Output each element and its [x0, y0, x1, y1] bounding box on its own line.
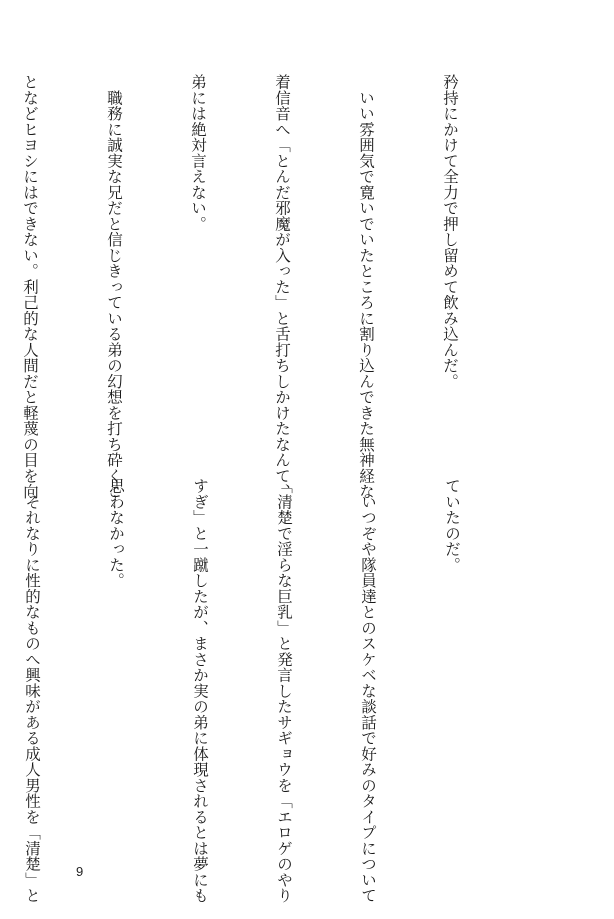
text-line: 「清楚で淫らな巨乳」と発言したサギョウを「エロゲのやり — [275, 478, 293, 904]
page-number: 9 — [76, 864, 84, 879]
text-line: 矜持にかけて全力で押し留めて飲み込んだ。 — [441, 74, 459, 389]
text-line: 着信音へ「とんだ邪魔が入った」と舌打ちしかけたなんて、 — [273, 74, 291, 500]
text-line: いつぞや隊員達とのスケベな談話で好みのタイプについて — [359, 478, 377, 904]
text-line: いい雰囲気で寛いでいたところに割り込んできた無神経な — [357, 74, 375, 500]
text-line: ていたのだ。 — [443, 478, 461, 573]
text-line: 思わなかった。 — [107, 478, 125, 589]
text-line: となどヒヨシにはできない。利己的な人間だと軽蔑の目を向 — [21, 74, 39, 500]
text-line: すぎ」と一蹴したが、まさか実の弟に体現されるとは夢にも — [191, 478, 209, 904]
lower-text-block — [23, 478, 522, 904]
text-line: それなりに性的なものへ興味がある成人男性を「清楚」と — [23, 478, 41, 904]
upper-text-block — [21, 74, 520, 500]
text-line: 弟には絶対言えない。 — [189, 74, 207, 232]
text-line: 職務に誠実な兄だと信じきっている弟の幻想を打ち砕くこ — [105, 74, 123, 500]
